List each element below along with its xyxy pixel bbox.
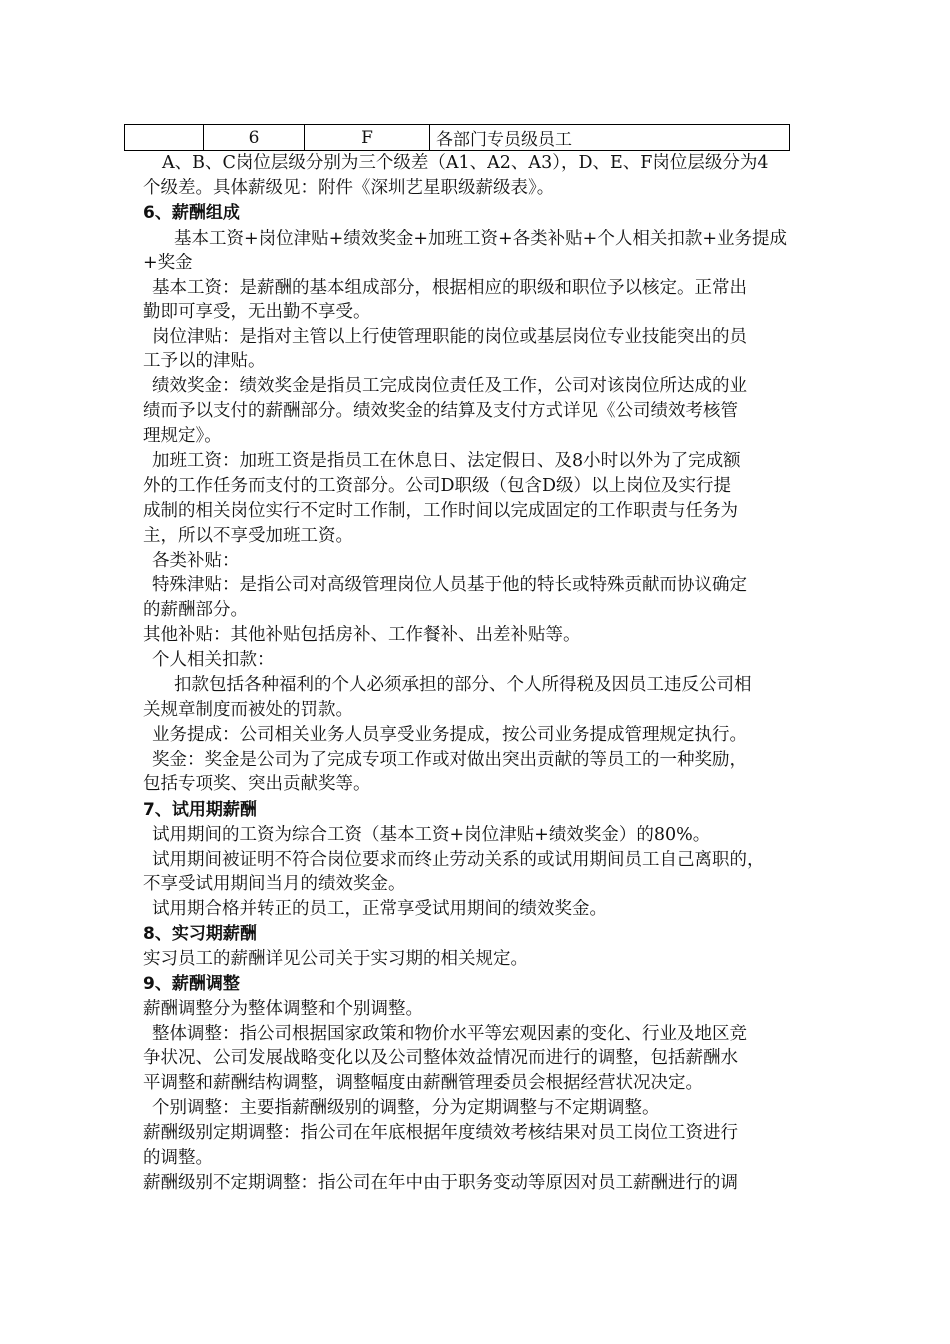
text-line: 试用期间的工资为综合工资（基本工资+岗位津贴+绩效奖金）的80%。: [152, 825, 711, 845]
text-line: 个别调整：主要指薪酬级别的调整，分为定期调整与不定期调整。: [152, 1098, 660, 1118]
text-line: 特殊津贴：是指公司对高级管理岗位人员基于他的特长或特殊贡献而协议确定: [152, 575, 747, 595]
text-line: 成制的相关岗位实行不定时工作制，工作时间以完成固定的工作职责与任务为: [143, 501, 738, 521]
table-cell-blank: [125, 125, 204, 151]
table-cell-description: 各部门专员级员工: [430, 125, 790, 151]
text-line: 扣款包括各种福利的个人必须承担的部分、个人所得税及因员工违反公司相: [174, 675, 752, 695]
table-cell-grade: F: [305, 125, 430, 151]
text-line: 理规定》。: [143, 426, 222, 446]
text-line: 整体调整：指公司根据国家政策和物价水平等宏观因素的变化、行业及地区竞: [152, 1024, 747, 1044]
text-line: 绩效奖金：绩效奖金是指员工完成岗位责任及工作，公司对该岗位所达成的业: [152, 376, 747, 396]
text-line: 试用期间被证明不符合岗位要求而终止劳动关系的或试用期间员工自己离职的，: [152, 850, 765, 870]
text-line: 绩而予以支付的薪酬部分。绩效奖金的结算及支付方式详见《公司绩效考核管: [143, 401, 738, 421]
text-line: 薪酬级别不定期调整：指公司在年中由于职务变动等原因对员工薪酬进行的调: [143, 1173, 738, 1193]
text-line: 外的工作任务而支付的工资部分。公司D职级（包含D级）以上岗位及实行提: [143, 476, 732, 496]
section-heading: 6、薪酬组成: [143, 203, 240, 223]
text-line: 关规章制度而被处的罚款。: [143, 700, 353, 720]
text-line: 的薪酬部分。: [143, 600, 248, 620]
text-line: 平调整和薪酬结构调整，调整幅度由薪酬管理委员会根据经营状况决定。: [143, 1073, 703, 1093]
text-line: 不享受试用期间当月的绩效奖金。: [143, 874, 406, 894]
section-heading: 7、试用期薪酬: [143, 800, 257, 820]
text-line: 试用期合格并转正的员工，正常享受试用期间的绩效奖金。: [152, 899, 607, 919]
text-line: A、B、C岗位层级分别为三个级差（A1、A2、A3），D、E、F岗位层级分为4: [162, 153, 769, 173]
text-line: 其他补贴：其他补贴包括房补、工作餐补、出差补贴等。: [143, 625, 581, 645]
text-line: 个人相关扣款：: [152, 650, 275, 670]
text-line: 薪酬调整分为整体调整和个别调整。: [143, 999, 423, 1019]
text-line: 基本工资：是薪酬的基本组成部分，根据相应的职级和职位予以核定。正常出: [152, 278, 747, 298]
text-line: 奖金：奖金是公司为了完成专项工作或对做出突出贡献的等员工的一种奖励，: [152, 750, 747, 770]
table-cell-level: 6: [204, 125, 305, 151]
text-line: 工予以的津贴。: [143, 351, 266, 371]
table-row: [125, 125, 790, 151]
text-line: 加班工资：加班工资是指员工在休息日、法定假日、及8小时以外为了完成额: [152, 451, 741, 471]
text-line: 包括专项奖、突出贡献奖等。: [143, 774, 371, 794]
text-line: 实习员工的薪酬详见公司关于实习期的相关规定。: [143, 949, 528, 969]
text-line: 的调整。: [143, 1148, 213, 1168]
grade-table: [124, 124, 790, 151]
text-line: 争状况、公司发展战略变化以及公司整体效益情况而进行的调整，包括薪酬水: [143, 1048, 738, 1068]
text-line: 各类补贴：: [152, 551, 240, 571]
text-line: 基本工资+岗位津贴+绩效奖金+加班工资+各类补贴+个人相关扣款+业务提成: [174, 229, 787, 249]
text-line: 岗位津贴：是指对主管以上行使管理职能的岗位或基层岗位专业技能突出的员: [152, 327, 747, 347]
text-line: 薪酬级别定期调整：指公司在年底根据年度绩效考核结果对员工岗位工资进行: [143, 1123, 738, 1143]
text-line: 勤即可享受，无出勤不享受。: [143, 302, 371, 322]
section-heading: 8、实习期薪酬: [143, 924, 257, 944]
text-line: +奖金: [143, 253, 193, 273]
text-line: 业务提成：公司相关业务人员享受业务提成，按公司业务提成管理规定执行。: [152, 725, 747, 745]
section-heading: 9、薪酬调整: [143, 974, 240, 994]
text-line: 个级差。具体薪级见：附件《深圳艺星职级薪级表》。: [143, 178, 555, 198]
text-line: 主，所以不享受加班工资。: [143, 526, 353, 546]
